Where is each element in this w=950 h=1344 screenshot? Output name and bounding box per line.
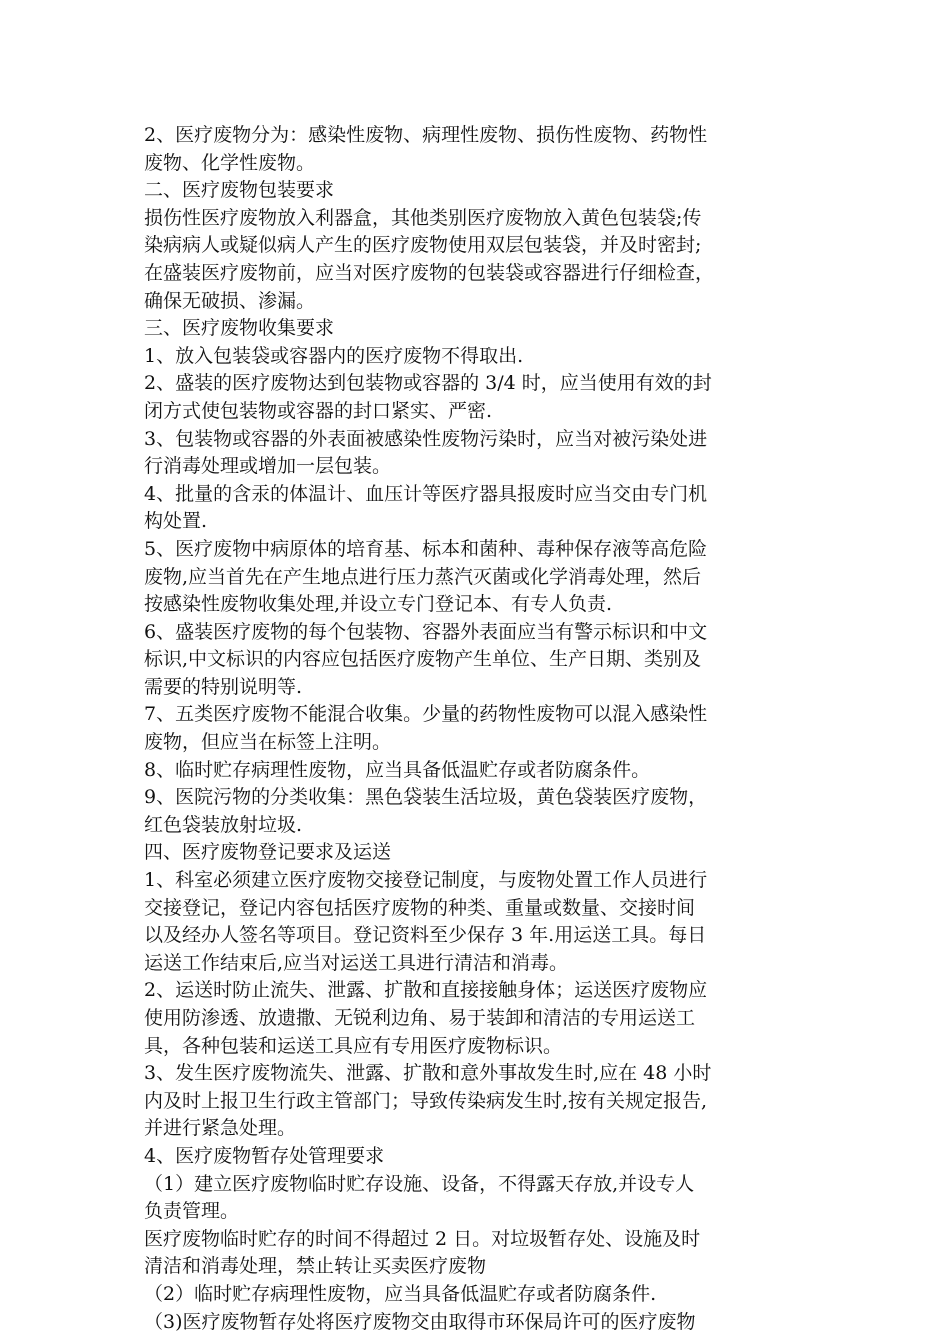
text-line: 标识,中文标识的内容应包括医疗废物产生单位、生产日期、类别及 <box>144 648 702 671</box>
text-line: 构处置. <box>144 510 208 533</box>
text-line: （3)医疗废物暂存处将医疗废物交由取得市环保局许可的医疗废物 <box>144 1310 696 1333</box>
text-line: 内及时上报卫生行政主管部门；导致传染病发生时,按有关规定报告, <box>144 1089 708 1112</box>
text-line: （1）建立医疗废物临时贮存设施、设备，不得露天存放,并设专人 <box>144 1172 695 1195</box>
text-line: 3、包装物或容器的外表面被感染性废物污染时，应当对被污染处进 <box>144 427 708 450</box>
text-line: 需要的特别说明等. <box>144 675 303 698</box>
text-line: 4、医疗废物暂存处管理要求 <box>144 1144 385 1167</box>
text-line: 染病病人或疑似病人产生的医疗废物使用双层包装袋，并及时密封; <box>144 234 702 257</box>
text-line: 医疗废物临时贮存的时间不得超过 2 日。对垃圾暂存处、设施及时 <box>144 1227 701 1250</box>
text-line: 行消毒处理或增加一层包装。 <box>144 455 392 478</box>
text-line: 1、放入包装袋或容器内的医疗废物不得取出. <box>144 344 524 367</box>
text-line: 废物,应当首先在产生地点进行压力蒸汽灭菌或化学消毒处理，然后 <box>144 565 702 588</box>
text-line: （2）临时贮存病理性废物，应当具备低温贮存或者防腐条件. <box>144 1282 657 1305</box>
text-line: 清洁和消毒处理，禁止转让买卖医疗废物 <box>144 1255 487 1278</box>
text-line: 8、临时贮存病理性废物，应当具备低温贮存或者防腐条件。 <box>144 758 651 781</box>
text-line: 损伤性医疗废物放入利器盒，其他类别医疗废物放入黄色包装袋;传 <box>144 206 702 229</box>
text-line: 闭方式使包装物或容器的封口紧实、严密. <box>144 399 493 422</box>
text-line: 3、发生医疗废物流失、泄露、扩散和意外事故发生时,应在 48 小时 <box>144 1062 712 1085</box>
section-heading: 三、医疗废物收集要求 <box>144 317 335 340</box>
text-line: 具，各种包装和运送工具应有专用医疗废物标识。 <box>144 1034 563 1057</box>
text-line: 确保无破损、渗漏。 <box>144 289 316 312</box>
text-line: 在盛装医疗废物前，应当对医疗废物的包装袋或容器进行仔细检查， <box>144 261 715 284</box>
text-line: 运送工作结束后,应当对运送工具进行清洁和消毒。 <box>144 951 569 974</box>
text-line: 4、批量的含汞的体温计、血压计等医疗器具报废时应当交由专门机 <box>144 482 708 505</box>
text-line: 7、五类医疗废物不能混合收集。少量的药物性废物可以混入感染性 <box>144 703 708 726</box>
text-line: 2、盛装的医疗废物达到包装物或容器的 3/4 时，应当使用有效的封 <box>144 372 712 395</box>
text-line: 红色袋装放射垃圾. <box>144 813 303 836</box>
text-line: 废物、化学性废物。 <box>144 151 316 174</box>
text-line: 按感染性废物收集处理,并设立专门登记本、有专人负责. <box>144 593 613 616</box>
section-heading: 二、医疗废物包装要求 <box>144 179 335 202</box>
text-line: 使用防渗透、放遗撒、无锐利边角、易于装卸和清洁的专用运送工 <box>144 1007 696 1029</box>
text-line: 5、医疗废物中病原体的培育基、标本和菌种、毒种保存液等高危险 <box>144 537 708 560</box>
text-line: 2、医疗废物分为：感染性废物、病理性废物、损伤性废物、药物性 <box>144 124 708 146</box>
text-line: 9、医院污物的分类收集：黑色袋装生活垃圾，黄色袋装医疗废物， <box>144 786 708 809</box>
text-line: 废物，但应当在标签上注明。 <box>144 731 392 754</box>
text-line: 6、盛装医疗废物的每个包装物、容器外表面应当有警示标识和中文 <box>144 620 708 643</box>
document-body <box>144 122 816 1336</box>
text-line: 负责管理。 <box>144 1200 240 1223</box>
text-line: 2、运送时防止流失、泄露、扩散和直接接触身体；运送医疗废物应 <box>144 979 708 1002</box>
text-line: 并进行紧急处理。 <box>144 1117 297 1140</box>
text-line: 以及经办人签名等项目。登记资料至少保存 3 年.用运送工具。每日 <box>144 924 707 947</box>
text-line: 1、科室必须建立医疗废物交接登记制度，与废物处置工作人员进行 <box>144 869 708 892</box>
text-line: 交接登记，登记内容包括医疗废物的种类、重量或数量、交接时间 <box>144 896 696 919</box>
section-heading: 四、医疗废物登记要求及运送 <box>144 841 392 864</box>
